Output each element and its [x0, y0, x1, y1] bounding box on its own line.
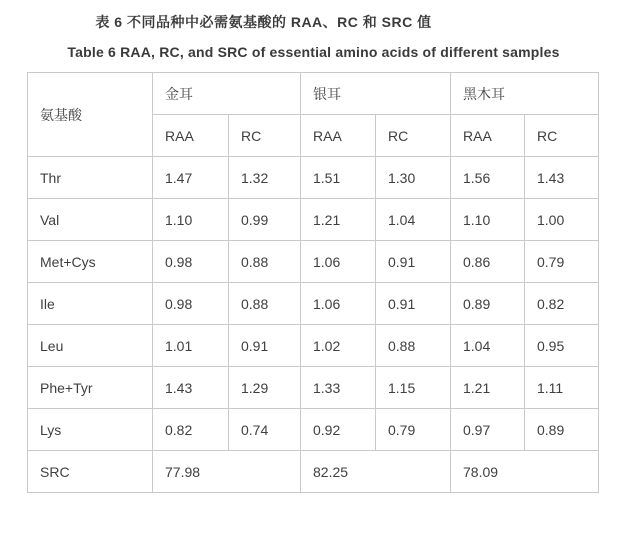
- value-cell: 0.99: [229, 199, 301, 241]
- column-header-rc: RC: [525, 115, 599, 157]
- table-row: [28, 409, 599, 451]
- row-label: Thr: [28, 157, 153, 199]
- value-cell: 0.92: [301, 409, 376, 451]
- table-caption-chinese: 表 6 不同品种中必需氨基酸的 RAA、RC 和 SRC 值: [95, 14, 432, 30]
- value-cell: 0.91: [229, 325, 301, 367]
- table-row: [28, 199, 599, 241]
- value-cell: 1.00: [525, 199, 599, 241]
- value-cell: 1.56: [451, 157, 525, 199]
- value-cell: 1.10: [153, 199, 229, 241]
- summary-row-src: [28, 451, 599, 493]
- value-cell: 0.82: [525, 283, 599, 325]
- value-cell: 1.21: [451, 367, 525, 409]
- value-cell: 1.29: [229, 367, 301, 409]
- value-cell: 1.30: [376, 157, 451, 199]
- value-cell: 1.06: [301, 283, 376, 325]
- value-cell: 1.43: [525, 157, 599, 199]
- src-value-cell: 78.09: [451, 451, 599, 493]
- value-cell: 1.06: [301, 241, 376, 283]
- row-label: Ile: [28, 283, 153, 325]
- value-cell: 0.79: [525, 241, 599, 283]
- value-cell: 0.95: [525, 325, 599, 367]
- src-value-cell: 82.25: [301, 451, 451, 493]
- group-header-heimuer: 黑木耳: [451, 73, 599, 115]
- value-cell: 0.91: [376, 241, 451, 283]
- table-caption-english: Table 6 RAA, RC, and SRC of essential amino acids of different samples: [67, 44, 560, 60]
- row-label: SRC: [28, 451, 153, 493]
- row-label: Leu: [28, 325, 153, 367]
- value-cell: 0.88: [376, 325, 451, 367]
- value-cell: 1.01: [153, 325, 229, 367]
- row-label: Val: [28, 199, 153, 241]
- value-cell: 1.47: [153, 157, 229, 199]
- value-cell: 0.88: [229, 283, 301, 325]
- table-row: [28, 283, 599, 325]
- value-cell: 0.98: [153, 283, 229, 325]
- group-header-jiner: 金耳: [153, 73, 301, 115]
- value-cell: 0.89: [525, 409, 599, 451]
- value-cell: 1.33: [301, 367, 376, 409]
- value-cell: 1.04: [376, 199, 451, 241]
- value-cell: 0.88: [229, 241, 301, 283]
- value-cell: 1.51: [301, 157, 376, 199]
- value-cell: 0.82: [153, 409, 229, 451]
- row-label: Met+Cys: [28, 241, 153, 283]
- value-cell: 0.86: [451, 241, 525, 283]
- value-cell: 1.15: [376, 367, 451, 409]
- table-row: [28, 325, 599, 367]
- value-cell: 1.43: [153, 367, 229, 409]
- group-header-yiner: 银耳: [301, 73, 451, 115]
- column-header-raa: RAA: [301, 115, 376, 157]
- column-header-rc: RC: [229, 115, 301, 157]
- value-cell: 0.74: [229, 409, 301, 451]
- value-cell: 1.21: [301, 199, 376, 241]
- table-row: [28, 241, 599, 283]
- column-header-raa: RAA: [451, 115, 525, 157]
- group-header-row: [28, 73, 599, 115]
- value-cell: 1.02: [301, 325, 376, 367]
- row-label: Phe+Tyr: [28, 367, 153, 409]
- row-label: Lys: [28, 409, 153, 451]
- value-cell: 0.97: [451, 409, 525, 451]
- value-cell: 0.98: [153, 241, 229, 283]
- value-cell: 0.79: [376, 409, 451, 451]
- value-cell: 0.91: [376, 283, 451, 325]
- value-cell: 1.04: [451, 325, 525, 367]
- src-value-cell: 77.98: [153, 451, 301, 493]
- column-header-rc: RC: [376, 115, 451, 157]
- amino-acid-table: [27, 72, 599, 493]
- value-cell: 0.89: [451, 283, 525, 325]
- value-cell: 1.11: [525, 367, 599, 409]
- column-header-raa: RAA: [153, 115, 229, 157]
- value-cell: 1.32: [229, 157, 301, 199]
- table-row: [28, 367, 599, 409]
- table-row: [28, 157, 599, 199]
- corner-header-amino-acid: 氨基酸: [28, 73, 153, 157]
- value-cell: 1.10: [451, 199, 525, 241]
